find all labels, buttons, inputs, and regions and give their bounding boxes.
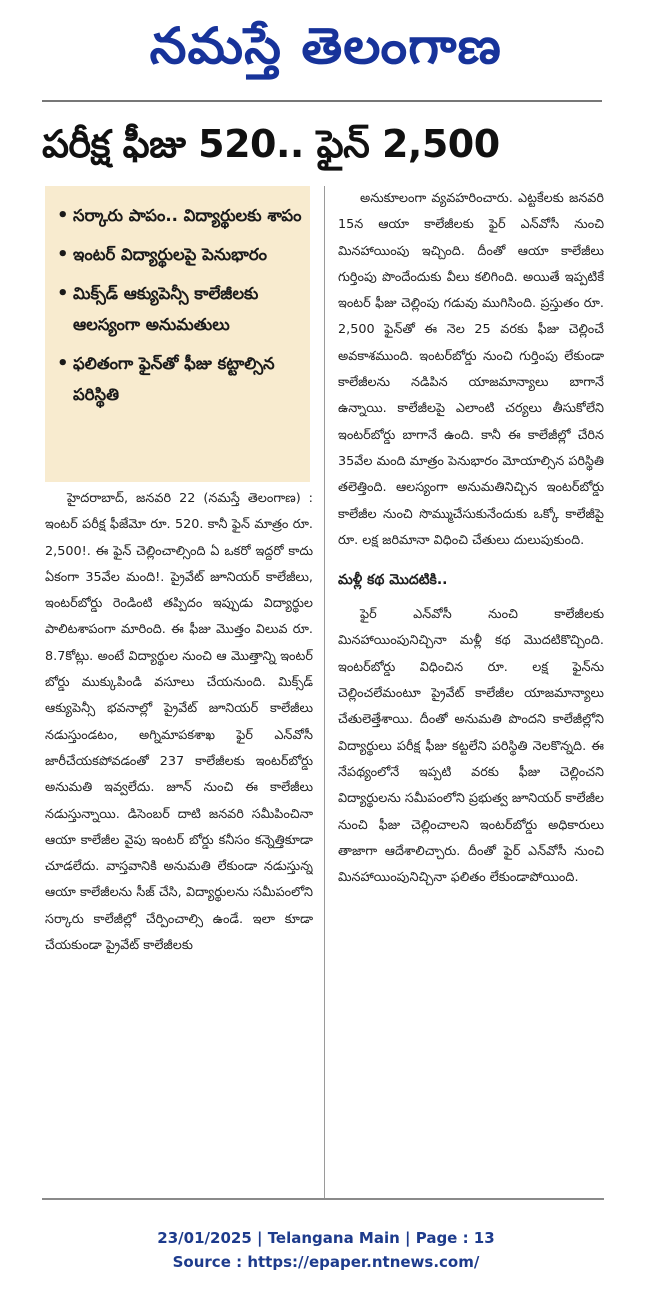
footer-separator: |	[256, 1229, 268, 1247]
highlight-item	[57, 200, 304, 231]
highlight-item	[57, 348, 304, 410]
bullet-icon: •	[57, 283, 69, 304]
highlight-text: ఫలితంగా ఫైన్‌తో ఫీజు కట్టాల్సిన పరిస్థితి	[73, 354, 275, 404]
article-column-left	[45, 486, 313, 1198]
article-paragraph: ఫైర్ ఎన్‌వోసీ నుంచి కాలేజీలకు మినహాయింపునిచ్చినా మళ్లీ కథ మొదటికొచ్చింది. ఇంటర్‌బోర్డు విధించిన రూ. లక్ష ఫైన్‌ను చెల్లించలేమంటూ ప్రైవేట్ కాలేజీల యాజమాన్యాలు చేతులెత్తేశాయి. దీంతో అనుమతి పొందని కాలేజీల్లోని విద్యార్థులు పరీక్ష ఫీజు కట్టలేని పరిస్థితి నెలకొన్నది. ఈ నేపథ్యంలోనే ఇప్పటి వరకు ఫీజు చెల్లించని విద్యార్థులను సమీపంలోని ప్రభుత్వ జూనియర్ కాలేజీల నుంచి ఫీజు చెల్లించాలని ఇంటర్‌బోర్డు అధికారులు తాజాగా ఆదేశాలిచ్చారు. దీంతో ఫైర్ ఎన్‌వోసీ నుంచి మినహాయింపునిచ్చినా ఫలితం లేకుండాపోయింది.	[338, 607, 604, 886]
footer-page: Page : 13	[415, 1229, 495, 1247]
footer-source: Source : https://epaper.ntnews.com/	[172, 1253, 480, 1271]
highlight-text: సర్కారు పాపం.. విద్యార్థులకు శాపం	[73, 206, 302, 225]
column-divider	[324, 186, 325, 1198]
bottom-rule	[42, 1198, 604, 1200]
article-paragraph: హైదరాబాద్, జనవరి 22 (నమస్తే తెలంగాణ) : ఇంటర్ పరీక్ష ఫీజేమో రూ. 520. కానీ ఫైన్ మాత్రం రూ. 2,500!. ఈ ఫైన్ చెల్లించాల్సింది ఏ ఒకరో ఇద్దరో కాదు ఏకంగా 35వేల మంది!. ప్రైవేట్ జూనియర్ కాలేజీలు, ఇంటర్‌బోర్డు రెండింటి తప్పిదం ఇప్పుడు విద్యార్థుల పాలిటశాపంగా మారింది. ఈ ఫీజు మొత్తం విలువ రూ. 8.7కోట్లు. అంటే విద్యార్థుల నుంచి ఆ మొత్తాన్ని ఇంటర్ బోర్డు ముక్కుపిండి వసూలు చేయనుంది. మిక్స్‌డ్ ఆక్యుపెన్సీ భవనాల్లో ప్రైవేట్ జూనియర్ కాలేజీలు నడుస్తుండటం, అగ్నిమాపకశాఖ ఫైర్ ఎన్‌వోసీ జారీచేయకపోవడంతో 237 కాలేజీలకు ఇంటర్‌బోర్డు అనుమతి ఇవ్వలేదు. జూన్ నుంచి ఈ కాలేజీలు నడుస్తున్నాయి. డిసెంబర్ దాటి జనవరి సమీపించినా ఆయా కాలేజీల వైపు ఇంటర్ బోర్డు కనీసం కన్నెత్తికూడా చూడలేదు. వాస్తవానికి అనుమతి లేకుండా నడుస్తున్న ఆయా కాలేజీలను సీజ్ చేసి, విద్యార్థులను సమీపంలోని సర్కారు కాలేజీల్లో చేర్పించాల్సి ఉండే. ఇలా కూడా చేయకుండా ప్రైవేట్ కాలేజీలకు	[45, 491, 313, 954]
footer-date: 23/01/2025	[157, 1229, 252, 1247]
highlight-item	[57, 278, 304, 340]
article-paragraph: అనుకూలంగా వ్యవహరించారు. ఎట్టకేలకు జనవరి 15న ఆయా కాలేజీలకు ఫైర్ ఎన్‌వోసీ నుంచి మినహాయింపు ఇచ్చింది. దీంతో ఆయా కాలేజీలు గుర్తింపు పొందేందుకు వీలు కలిగింది. అయితే ఇప్పటికే ఇంటర్ ఫీజు చెల్లింపు గడువు ముగిసింది. ప్రస్తుతం రూ. 2,500 ఫైన్‌తో ఈ నెల 25 వరకు ఫీజు చెల్లించే అవకాశముంది. ఇంటర్‌బోర్డు నుంచి గుర్తింపు లేకుండా కాలేజీలను నడిపిన యాజమాన్యాలు బాగానే ఉన్నాయి. కాలేజీలపై ఎలాంటి చర్యలు తీసుకోలేని ఇంటర్‌బోర్డు బాగానే ఉంది. కానీ ఈ కాలేజీల్లో చేరిన 35వేల మంది మాత్రం పెనుభారం మోయాల్సిన పరిస్థితి తలెత్తింది. ఆలస్యంగా అనుమతినిచ్చిన ఇంటర్‌బోర్డు కాలేజీల నుంచి సొమ్ముచేసుకునేందుకు ఒక్కో కాలేజీపై రూ. లక్ష జరిమానా విధించి చేతులు దులుపుకుంది.	[338, 191, 604, 548]
article-subheading: మళ్లీ కథ మొదటికి..	[338, 572, 448, 589]
bullet-icon: •	[57, 205, 69, 226]
newspaper-masthead	[0, 8, 652, 88]
footer-meta	[0, 1226, 652, 1250]
bullet-icon: •	[57, 353, 69, 374]
top-rule	[42, 100, 602, 102]
highlights-box	[45, 186, 310, 482]
highlight-text: ఇంటర్ విద్యార్థులపై పెనుభారం	[73, 245, 267, 264]
bullet-icon: •	[57, 244, 69, 265]
footer-separator: |	[405, 1229, 416, 1247]
article-column-right	[338, 186, 604, 1198]
masthead-logo-text: నమస్తే తెలంగాణ	[149, 17, 503, 75]
article-headline: పరీక్ష ఫీజు 520.. ఫైన్ 2,500	[42, 122, 500, 166]
highlight-item	[57, 239, 304, 270]
highlight-text: మిక్స్‌డ్ ఆక్యుపెన్సీ కాలేజీలకు ఆలస్యంగా అనుమతులు	[73, 284, 259, 334]
footer-edition: Telangana Main	[267, 1229, 400, 1247]
clipping-footer	[0, 1226, 652, 1274]
